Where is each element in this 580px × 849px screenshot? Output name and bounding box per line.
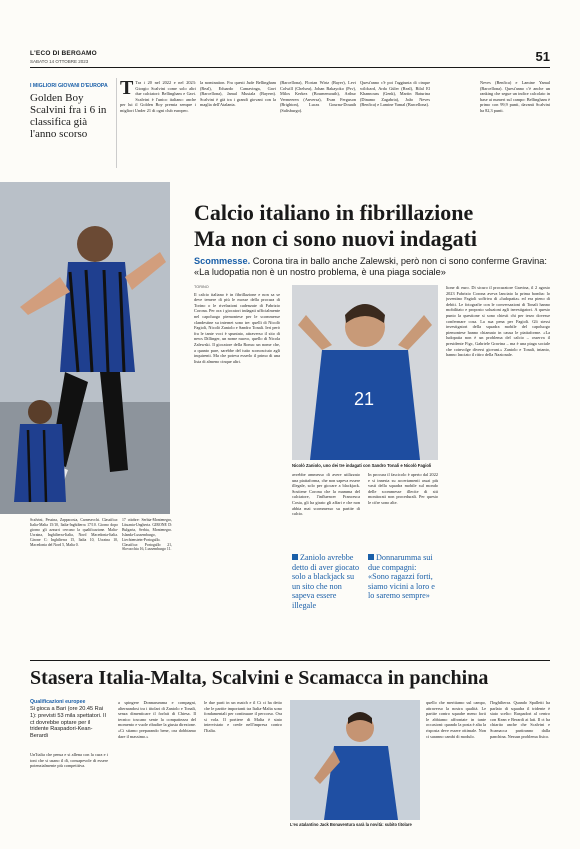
headline-line-1: Calcio italiano in fibrillazione: [194, 200, 474, 225]
bottom-photo-caption: L'ex atalantino Jack Bonaventura sarà la novità: subito titolare: [290, 822, 412, 827]
article-column-2: avrebbe ammesso di avere utilizzato una piattaforma, che non sapeva essere illegale, solo per giocare a blackjack. Sostiene Corona che la mamma del calciatore, l'influencer Francesca Costa, gli ha girato gli affari e che non abbia mai scommesso su partite di calcio.: [292, 472, 360, 517]
drop-cap: T: [120, 80, 134, 99]
bottom-column-4: quello che meritiamo sul campo, attraverso la nostra qualità. Le partite contro squadre meno forti le abbiamo affrontate in tante occasioni: quando la posta è alta la risposta deve essere ottimale. Non ci saranno cambi di modulo.: [426, 700, 486, 739]
bottom-column-1: Un'Italia che pensa e si allena con la cura e i toni che si usano il dì, consapevole di essere potenzialmente più competitiva.: [30, 752, 108, 769]
article-column-4: lione di euro. Di sicuro il procuratore Gravina, il 2 agosto 2023 Fabrizio Corona aveva lanciato la prima bomba: lo juventino Fagioli soffriva di «ludopatia» ed era pieno di debiti. Le fotografie con le conversazioni di Tonali hanno mobilitato e proposto soluzioni agli investigatori. A questo punto la questione si sono chiesti chi per terzo dovesse confermare cosa. La sua pena per Fagioli. Gli stessi investigatori della squadra mobile del capoluogo piemontese hanno chiamato in causa le piattaforme. «La ludopatia non è un problema del calcio – osserva il presidente Figc, Gabriele Gravina – ma è una piaga sociale che coinvolge diversi giovani.» Zaniolo e Tonali, intanto, hanno lasciato il ritiro della Nazionale.: [446, 285, 550, 358]
masthead: L'ECO DI BERGAMO: [30, 50, 97, 57]
header-rule: [30, 67, 550, 68]
main-headline: [194, 200, 554, 252]
deck-text: Corona tira in ballo anche Zalewski, però non ci sono conferme Gravina: «La ludopatia non è un nostro problema, è una piaga sociale»: [194, 256, 547, 277]
bottom-headline: Stasera Italia-Malta, Scalvini e Scamacca in panchina: [30, 667, 489, 689]
section-rule: [30, 660, 550, 661]
results-box-2: 17 ottobre: Serbia-Montenegro, Lituania-Ungheria. GIRONE D: Bulgaria, Serbia, Montenegro. Islanda-Lussemburgo, Liechtenstein-Portogallo. Classifica: Portogallo 21, Slovacchia 16, Lussemburgo 11.: [122, 518, 172, 552]
bottom-deck: Si gioca a Bari (ore 20.45 Rai 1): previsti 53 mila spettatori. Il ct dovrebbe optare per il tridente Raspadori-Kean-Berardi: [30, 706, 106, 740]
main-deck: [194, 256, 554, 278]
dateline: SABATO 14 OTTOBRE 2023: [30, 59, 89, 64]
bottom-column-5: l'Inghilterra. Quando Spalletti ha parlato di squadra il tridente è stato scelto: Raspadori al centro con Kean e Berardi ai lati. Il ct ha chiarito anche che Scalvini e Scamacca partiranno dalla panchina. Nessun problema fisico.: [490, 700, 550, 739]
teaser-kicker: I MIGLIORI GIOVANI D'EUROPA: [30, 83, 108, 89]
bonaventura-photo: [290, 700, 420, 820]
teaser-title: Golden Boy Scalvini fra i 6 in classifica già l'anno scorso: [30, 92, 107, 140]
zaniolo-photo: [292, 285, 438, 460]
players-photo: [0, 182, 170, 514]
teaser-column-4: Quest'anno c'è poi l'aggiunta di cinque wildcard, Arda Güler (Real), Bilal El Khannouss (Genk), Martin Baturina (Dinamo Zagabria), João Neves (Benfica) e Lamine Yamal (Barcellona).: [360, 80, 430, 108]
deck-kicker: Scommesse.: [194, 256, 251, 266]
zaniolo-illustration: [292, 285, 438, 460]
bottom-column-3: le due parti in un match e il Ct ci ha detto che le partite importanti tra Italia-Malta sono fondamentali per continuare il percorso. Ora si vola. Il portiere di Malta è stato intervistato e crede nell'impresa contro l'Italia.: [204, 700, 282, 733]
teaser-column-3: (Barcellona), Florian Wirtz (Bayer), Levi Colwill (Chelsea), Johan Bakayoko (Psv), Milos Kerkez (Bournemouth), Arthur Vermeeren (Anversa), Evan Ferguson (Brighton), Lucas Gourna-Douath (Salisburgo).: [280, 80, 356, 113]
players-illustration: [0, 182, 170, 514]
page-number: 51: [535, 49, 550, 64]
teaser-column-2: la nomination. Fra questi Jude Bellingham (Real), Eduardo Camavinga, Gavi (Barcellona), Jamal Musiala (Bayern). Scalvini è già tra i grandi giovani con la maglia dell'Atalanta.: [200, 80, 276, 108]
dateline-city: TORINO: [194, 285, 209, 289]
pull-quote-1: Zaniolo avrebbe detto di aver giocato solo a blackjack su un sito che non sapeva essere illegale: [292, 553, 360, 610]
article-column-1: TORINO Il calcio italiano è in fibrillazione e non sa se deve temere di più le mosse della procura di Torino o le rivelazioni cadenzate di Fabrizio Corona. Per ora i giocatori indagati ufficialmente nel capoluogo piemontese per le scommesse clandestine su internet sono tre: quelli di Nicolò Fagioli, Nicolò Zaniolo e Sandro Tonali. Ieri però fra le tante voci è spuntato, attraverso il sito di news Dillinger, un nome nuovo, quello di Nicola Zalewski. Il giocatore della Roma: un nome che, a quanto pare, sarebbe del tutto sconosciuto agli inquirenti. Ma che poteva esserlo il primo di una lista di almeno cinque altri.: [194, 285, 280, 364]
quote-marker-icon: [292, 554, 298, 560]
quote-marker-icon: [368, 554, 374, 560]
bonaventura-illustration: [290, 700, 420, 820]
jersey-number: 21: [354, 389, 375, 409]
pull-quote-2: Donnarumma sui due compagni: «Sono ragazzi forti, siamo vicini a loro e lo saremo sempre»: [368, 553, 435, 601]
article-column-3: In procura il fascicolo è aperto dal 2022 e si innesta su accertamenti assai più vasti della squadra mobile sul mondo delle scommesse illecite di siti monitorati non procedurali. Per questo le cifre sono alte.: [368, 472, 438, 505]
teaser-column-1: T Tra i 20 nel 2022 e nel 2023: Giorgio Scalvini come solo altri due calciatori: Bellingham e Gavi. Scalvini è l'unico italiano: anche per lui il Golden Boy premia sempre i migliori Under 21 di ogni club europeo.: [120, 80, 196, 113]
teaser-column-5: Neves (Benfica) e Lamine Yamal (Barcellona). Quest'anno c'è anche un ranking che segue un indice calcolato in base ai numeri sul campo: Bellingham è primo con 99,9 punti, davanti Scalvini ha 82,3 punti.: [480, 80, 550, 113]
teaser-divider: [116, 78, 117, 168]
bottom-kicker: Qualificazioni europee: [30, 699, 86, 705]
photo-caption: Nicolò Zaniolo, uno dei tre indagati con Sandro Tonali e Nicolò Fagioli: [292, 463, 432, 468]
bottom-column-2: a spingere Donnarumma e compagni, alternandosi tra i titolari di Zaniolo e Tonali, senza dimenticare il forfait di Chiesa. Il tecnico toscano sente la compattezza del momento e vuole ribadire la giusta direzione. «Ci stiamo preparando bene, ora dobbiamo dare il massimo.»: [118, 700, 196, 739]
headline-line-2: Ma non ci sono nuovi indagati: [194, 226, 478, 251]
results-box-1: Scalvini, Pessina, Zappacosta, Carnesecchi. Classifica: Italia-Malta 15/10, Italia-Inghilterra 17/10. Giorno dopo giorno gli azzurri cercano la qualificazione. Malta-Ucraina, Inghilterra-Italia, Nord Macedonia-Italia. Girone C: Inghilterra 15, Italia 10, Ucraina 10, Macedonia del Nord 5, Malta 0.: [30, 518, 118, 547]
